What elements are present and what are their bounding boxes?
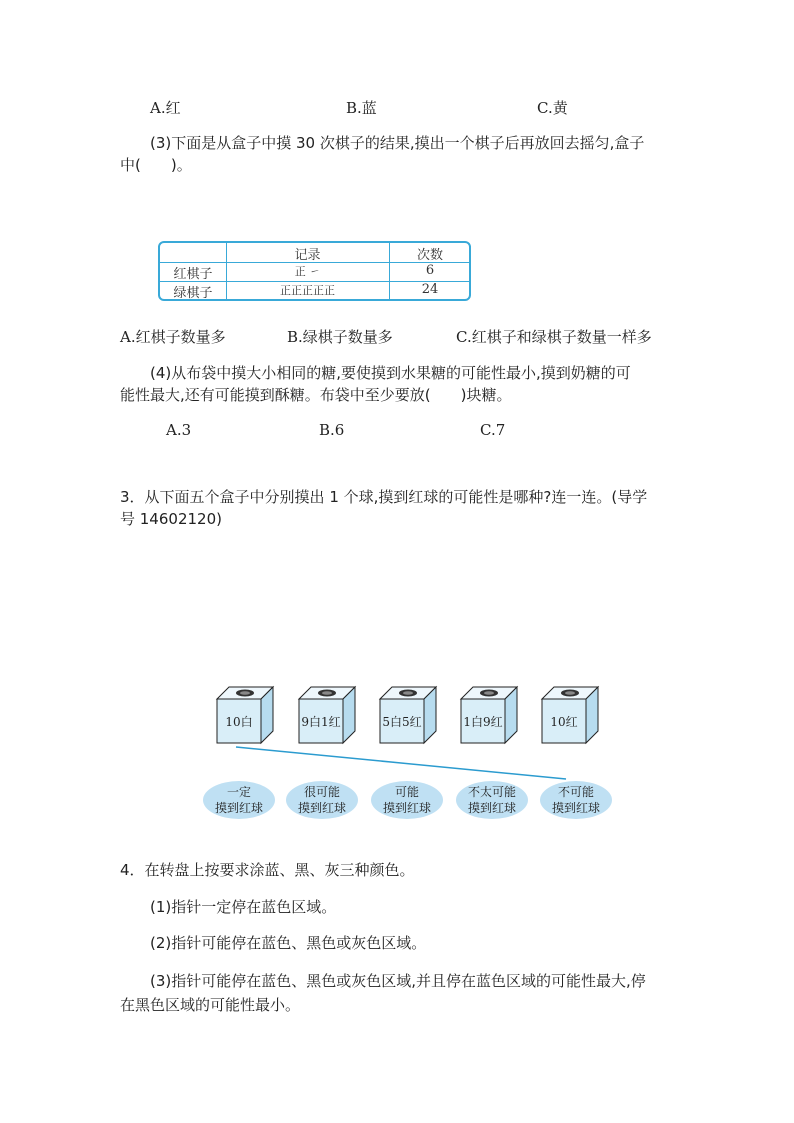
box-4-label: 1白9红 [463, 715, 503, 729]
header-count: 次数 [416, 248, 443, 263]
oval-4 [456, 781, 528, 819]
question-2-3-line1: (3)下面是从盒子中摸 30 次棋子的结果,摸出一个棋子后再放回去摇匀,盒子 [150, 134, 645, 152]
row-red-record: 正 ㇀ [294, 265, 321, 278]
option-b: B.绿棋子数量多 [287, 328, 393, 346]
question-2-4-line1: (4)从布袋中摸大小相同的糖,要使摸到水果糖的可能性最小,摸到奶糖的可 [150, 364, 631, 382]
question-4-item1: (1)指针一定停在蓝色区域。 [150, 898, 337, 916]
box-1-label: 10白 [225, 715, 253, 729]
oval-1-line1: 一定 [226, 785, 252, 799]
question-4-item3-line2: 在黑色区域的可能性最小。 [120, 996, 301, 1014]
question-4-item3-line1: (3)指针可能停在蓝色、黑色或灰色区域,并且停在蓝色区域的可能性最大,停 [150, 972, 646, 990]
question-4-title: 4．在转盘上按要求涂蓝、黑、灰三种颜色。 [120, 861, 415, 879]
row-green-label: 绿棋子 [173, 286, 213, 301]
box-3 [380, 687, 436, 743]
option-c: C.黄 [537, 99, 568, 117]
oval-1 [203, 781, 275, 819]
oval-5 [540, 781, 612, 819]
option-c: C.7 [480, 421, 506, 439]
oval-5-line2: 摸到红球 [551, 801, 601, 815]
oval-3-line1: 可能 [394, 785, 420, 799]
oval-2 [286, 781, 358, 819]
oval-4-line2: 摸到红球 [467, 801, 517, 815]
oval-3 [371, 781, 443, 819]
box-3-label: 5白5红 [382, 715, 422, 729]
oval-2-line2: 摸到红球 [297, 801, 347, 815]
row-red-count: 6 [425, 263, 435, 278]
option-a: A.3 [166, 421, 192, 439]
row-red-label: 红棋子 [173, 267, 213, 282]
oval-5-line1: 不可能 [557, 785, 595, 799]
oval-4-line1: 不太可能 [467, 785, 517, 799]
row-green-count: 24 [421, 282, 439, 297]
box-5-label: 10红 [550, 715, 578, 729]
option-a: A.红 [150, 99, 181, 117]
row-green-record: 正正正正正 [280, 284, 335, 297]
option-c: C.红棋子和绿棋子数量一样多 [456, 328, 652, 346]
box-2-label: 9白1红 [301, 715, 341, 729]
oval-2-line1: 很可能 [303, 785, 341, 799]
question-4-item2: (2)指针可能停在蓝色、黑色或灰色区域。 [150, 934, 427, 952]
oval-1-line2: 摸到红球 [214, 801, 264, 815]
option-b: B.6 [319, 421, 345, 439]
question-3-line1: 3．从下面五个盒子中分别摸出 1 个球,摸到红球的可能性是哪种?连一连。(导学 [120, 488, 648, 506]
question-2-3-line2: 中( )。 [120, 156, 192, 174]
oval-3-line2: 摸到红球 [382, 801, 432, 815]
box-4 [461, 687, 517, 743]
box-1 [217, 687, 273, 743]
question-2-4-line2: 能性最大,还有可能摸到酥糖。布袋中至少要放( )块糖。 [120, 386, 512, 404]
match-line [236, 747, 566, 779]
option-b: B.蓝 [346, 99, 377, 117]
header-record: 记录 [294, 248, 321, 263]
box-2 [299, 687, 355, 743]
question-3-line2: 号 14602120) [120, 510, 222, 528]
box-5 [542, 687, 598, 743]
option-a: A.红棋子数量多 [120, 328, 226, 346]
